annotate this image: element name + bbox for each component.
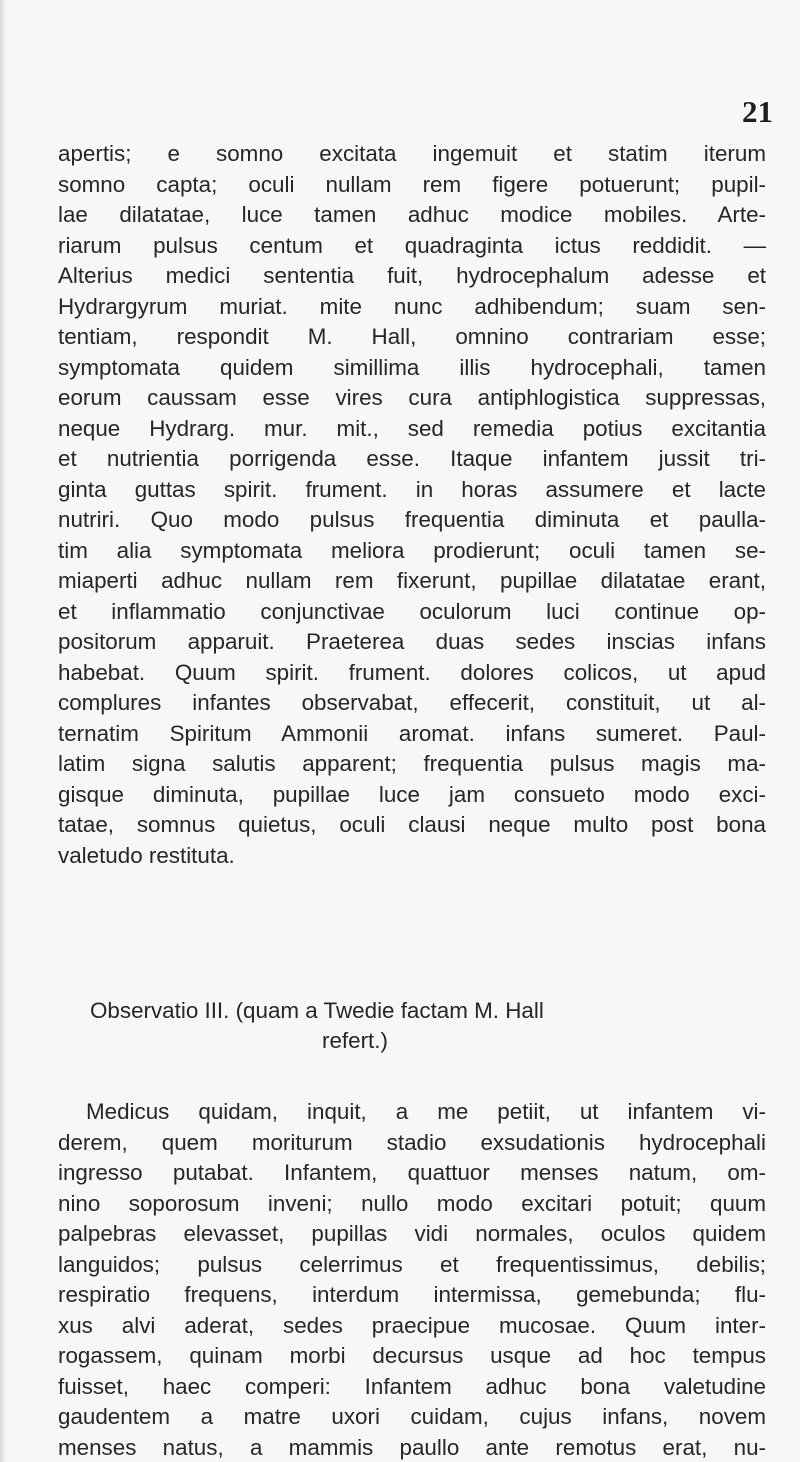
text-line: riarum pulsus centum et quadraginta ictus reddidit. —	[58, 232, 766, 258]
text-line: symptomata quidem simillima illis hydrocephali, tamen	[58, 354, 766, 380]
text-line: et nutrientia porrigenda esse. Itaque infantem jussit tri-	[58, 446, 766, 471]
text-line: apertis; e somno excitata ingemuit et statim iterum	[58, 141, 766, 166]
text-line: Medicus quidam, inquit, a me petiit, ut infantem vi-	[86, 1099, 766, 1124]
text-line: et inflammatio conjunctivae oculorum luci continue op-	[58, 598, 766, 624]
page-edge-shadow	[0, 0, 6, 1462]
text-line: tatae, somnus quietus, oculi clausi neque multo post bona	[58, 812, 766, 837]
text-line: Alterius medici sententia fuit, hydrocephalum adesse et	[58, 263, 766, 288]
heading-line: refert.)	[322, 1028, 388, 1053]
text-line: neque Hydrarg. mur. mit., sed remedia potius excitantia	[58, 415, 766, 441]
text-line: fuisset, haec comperi: Infantem adhuc bona valetudine	[58, 1373, 766, 1399]
text-line: latim signa salutis apparent; frequentia pulsus magis ma-	[58, 751, 766, 776]
text-line: tim alia symptomata meliora prodierunt; oculi tamen se-	[58, 537, 766, 563]
text-line: rogassem, quinam morbi decursus usque ad hoc tempus	[58, 1343, 766, 1368]
text-line: valetudo restituta.	[58, 842, 235, 868]
text-line: gisque diminuta, pupillae luce jam consueto modo exci-	[58, 781, 766, 807]
paragraph-2	[58, 1097, 766, 1462]
text-line: somno capta; oculi nullam rem figere potuerunt; pupil-	[58, 171, 766, 197]
text-line: lae dilatatae, luce tamen adhuc modice mobiles. Arte-	[58, 202, 766, 227]
text-line: ingresso putabat. Infantem, quattuor menses natum, om-	[58, 1160, 766, 1185]
paragraph-1	[58, 139, 766, 871]
text-line: nutriri. Quo modo pulsus frequentia diminuta et paulla-	[58, 507, 766, 532]
text-line: respiratio frequens, interdum intermissa, gemebunda; flu-	[58, 1282, 766, 1307]
text-line: miaperti adhuc nullam rem fixerunt, pupillae dilatatae erant,	[58, 568, 766, 593]
text-line: ginta guttas spirit. frument. in horas assumere et lacte	[58, 476, 766, 502]
text-line: tentiam, respondit M. Hall, omnino contrariam esse;	[58, 324, 766, 349]
text-line: positorum apparuit. Praeterea duas sedes inscias infans	[58, 629, 766, 654]
text-line: habebat. Quum spirit. frument. dolores colicos, ut apud	[58, 659, 766, 685]
page-number: 21	[742, 94, 773, 129]
text-line: ternatim Spiritum Ammonii aromat. infans sumeret. Paul-	[58, 720, 766, 746]
text-line: complures infantes observabat, effecerit, constituit, ut al-	[58, 690, 766, 715]
text-line: menses natus, a mammis paullo ante remotus erat, nu-	[58, 1434, 766, 1460]
text-line: languidos; pulsus celerrimus et frequentissimus, debilis;	[58, 1251, 766, 1277]
text-line: eorum caussam esse vires cura antiphlogistica suppressas,	[58, 385, 766, 410]
text-line: palpebras elevasset, pupillas vidi normales, oculos quidem	[58, 1221, 766, 1246]
text-line: gaudentem a matre uxori cuidam, cujus infans, novem	[58, 1404, 766, 1429]
text-line: derem, quem moriturum stadio exsudationis hydrocephali	[58, 1129, 766, 1155]
text-line: Hydrargyrum muriat. mite nunc adhibendum; suam sen-	[58, 293, 766, 319]
section-heading	[90, 996, 730, 1056]
heading-line: Observatio III. (quam a Twedie factam M. Hall	[90, 998, 544, 1023]
text-line: nino soporosum inveni; nullo modo excitari potuit; quum	[58, 1190, 766, 1216]
text-line: xus alvi aderat, sedes praecipue mucosae. Quum inter-	[58, 1312, 766, 1338]
